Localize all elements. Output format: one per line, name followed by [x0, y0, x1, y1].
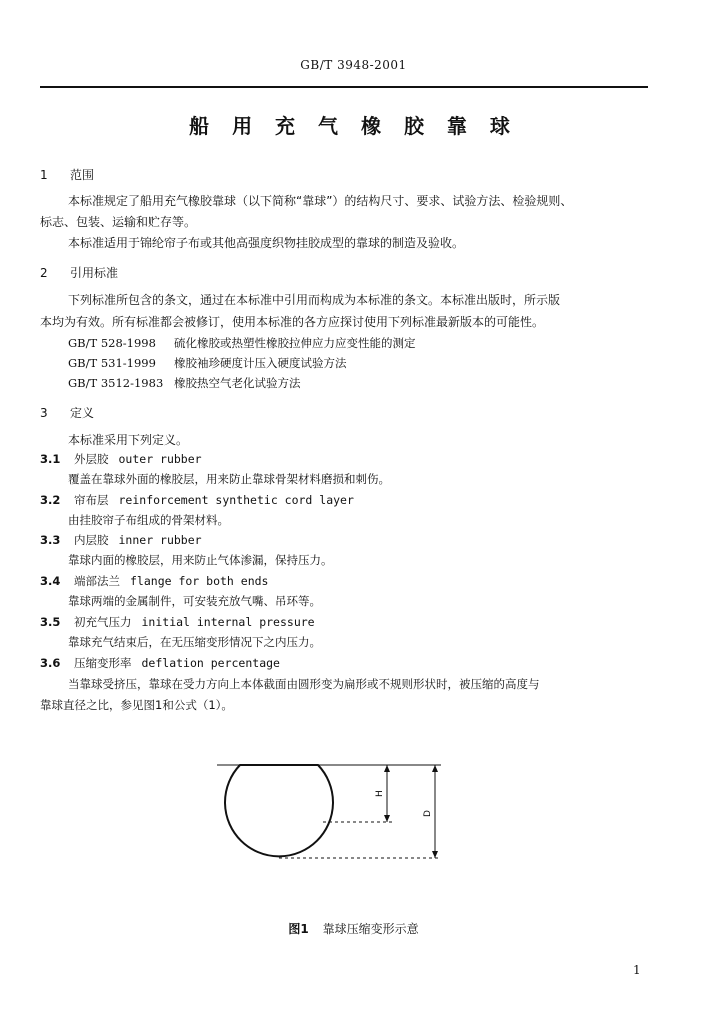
definition-description: 靠球内面的橡胶层，用来防止气体渗漏，保持压力。	[68, 553, 333, 567]
reference-name: 橡胶热空气老化试验方法	[174, 376, 301, 390]
definition-description: 覆盖在靠球外面的橡胶层，用来防止靠球骨架材料磨损和刺伤。	[68, 472, 390, 486]
figure-number: 图1	[288, 922, 309, 936]
definition-3-1	[40, 451, 202, 467]
definition-english: reinforcement synthetic cord layer	[118, 493, 354, 507]
dimension-d-label: D	[423, 810, 433, 817]
reference-code: GB/T 3512-1983	[68, 376, 164, 390]
header-rule	[40, 86, 648, 88]
definition-english: outer rubber	[118, 452, 202, 466]
section-1-paragraph-1b: 标志、包装、运输和贮存等。	[40, 215, 197, 229]
definition-number: 3.4	[40, 574, 61, 588]
definition-3-4	[40, 573, 268, 589]
reference-item	[68, 375, 301, 391]
definition-english: inner rubber	[118, 533, 202, 547]
section-2-paragraph-b: 本均为有效。所有标准都会被修订，使用本标准的各方应探讨使用下列标准最新版本的可能性。	[40, 315, 545, 329]
section-title: 范围	[70, 168, 95, 182]
reference-item	[68, 355, 347, 371]
section-number: 2	[40, 266, 48, 280]
section-title: 引用标准	[70, 266, 119, 280]
definition-term: 压缩变形率	[74, 656, 132, 670]
definition-term: 帘布层	[74, 493, 109, 507]
definition-english: deflation percentage	[141, 656, 280, 670]
page-number: 1	[633, 963, 641, 977]
definition-3-6-paragraph-b: 靠球直径之比，参见图1和公式（1）。	[40, 698, 233, 712]
section-title: 定义	[70, 406, 95, 420]
definition-3-3	[40, 532, 202, 548]
definition-description: 由挂胶帘子布组成的骨架材料。	[68, 513, 229, 527]
section-1-heading	[40, 166, 94, 183]
section-number: 3	[40, 406, 48, 420]
dimension-h-arrow-bottom	[384, 815, 390, 822]
definition-number: 3.5	[40, 615, 61, 629]
dimension-d-arrow-top	[432, 765, 438, 772]
definition-english: flange for both ends	[130, 574, 269, 588]
fender-compression-figure	[215, 755, 455, 865]
figure-caption-text: 靠球压缩变形示意	[322, 922, 419, 936]
standard-number-header: GB/T 3948-2001	[300, 58, 407, 72]
definition-term: 端部法兰	[74, 574, 120, 588]
dimension-h-label: H	[375, 790, 385, 797]
section-number: 1	[40, 168, 48, 182]
section-3-intro: 本标准采用下列定义。	[68, 433, 189, 447]
definition-3-6-paragraph-a: 当靠球受挤压，靠球在受力方向上本体截面由圆形变为扁形或不规则形状时，被压缩的高度与	[68, 677, 540, 691]
fender-outline	[225, 765, 333, 856]
reference-name: 硫化橡胶或热塑性橡胶拉伸应力应变性能的测定	[174, 336, 416, 350]
definition-3-2	[40, 492, 354, 508]
reference-code: GB/T 531-1999	[68, 356, 156, 370]
definition-number: 3.2	[40, 493, 61, 507]
figure-caption	[0, 920, 707, 937]
definition-term: 内层胶	[74, 533, 109, 547]
definition-description: 靠球两端的金属制件，可安装充放气嘴、吊环等。	[68, 594, 321, 608]
section-2-paragraph-a: 下列标准所包含的条文，通过在本标准中引用而构成为本标准的条文。本标准出版时，所示版	[68, 293, 561, 307]
dimension-h-arrow-top	[384, 765, 390, 772]
definition-3-6	[40, 655, 280, 671]
reference-code: GB/T 528-1998	[68, 336, 156, 350]
definition-number: 3.3	[40, 533, 61, 547]
section-1-paragraph-1a: 本标准规定了船用充气橡胶靠球（以下简称“靠球”）的结构尺寸、要求、试验方法、检验规则、	[68, 194, 573, 208]
section-2-heading	[40, 264, 118, 281]
definition-term: 初充气压力	[74, 615, 132, 629]
reference-name: 橡胶袖珍硬度计压入硬度试验方法	[174, 356, 347, 370]
section-3-heading	[40, 404, 94, 421]
definition-english: initial internal pressure	[141, 615, 315, 629]
reference-item	[68, 335, 416, 351]
definition-number: 3.6	[40, 656, 61, 670]
definition-description: 靠球充气结束后，在无压缩变形情况下之内压力。	[68, 635, 321, 649]
definition-term: 外层胶	[74, 452, 109, 466]
section-1-paragraph-2: 本标准适用于锦纶帘子布或其他高强度织物挂胶成型的靠球的制造及验收。	[68, 236, 465, 250]
definition-number: 3.1	[40, 452, 61, 466]
dimension-d-arrow-bottom	[432, 851, 438, 858]
document-title: 船 用 充 气 橡 胶 靠 球	[189, 114, 518, 138]
definition-3-5	[40, 614, 315, 630]
